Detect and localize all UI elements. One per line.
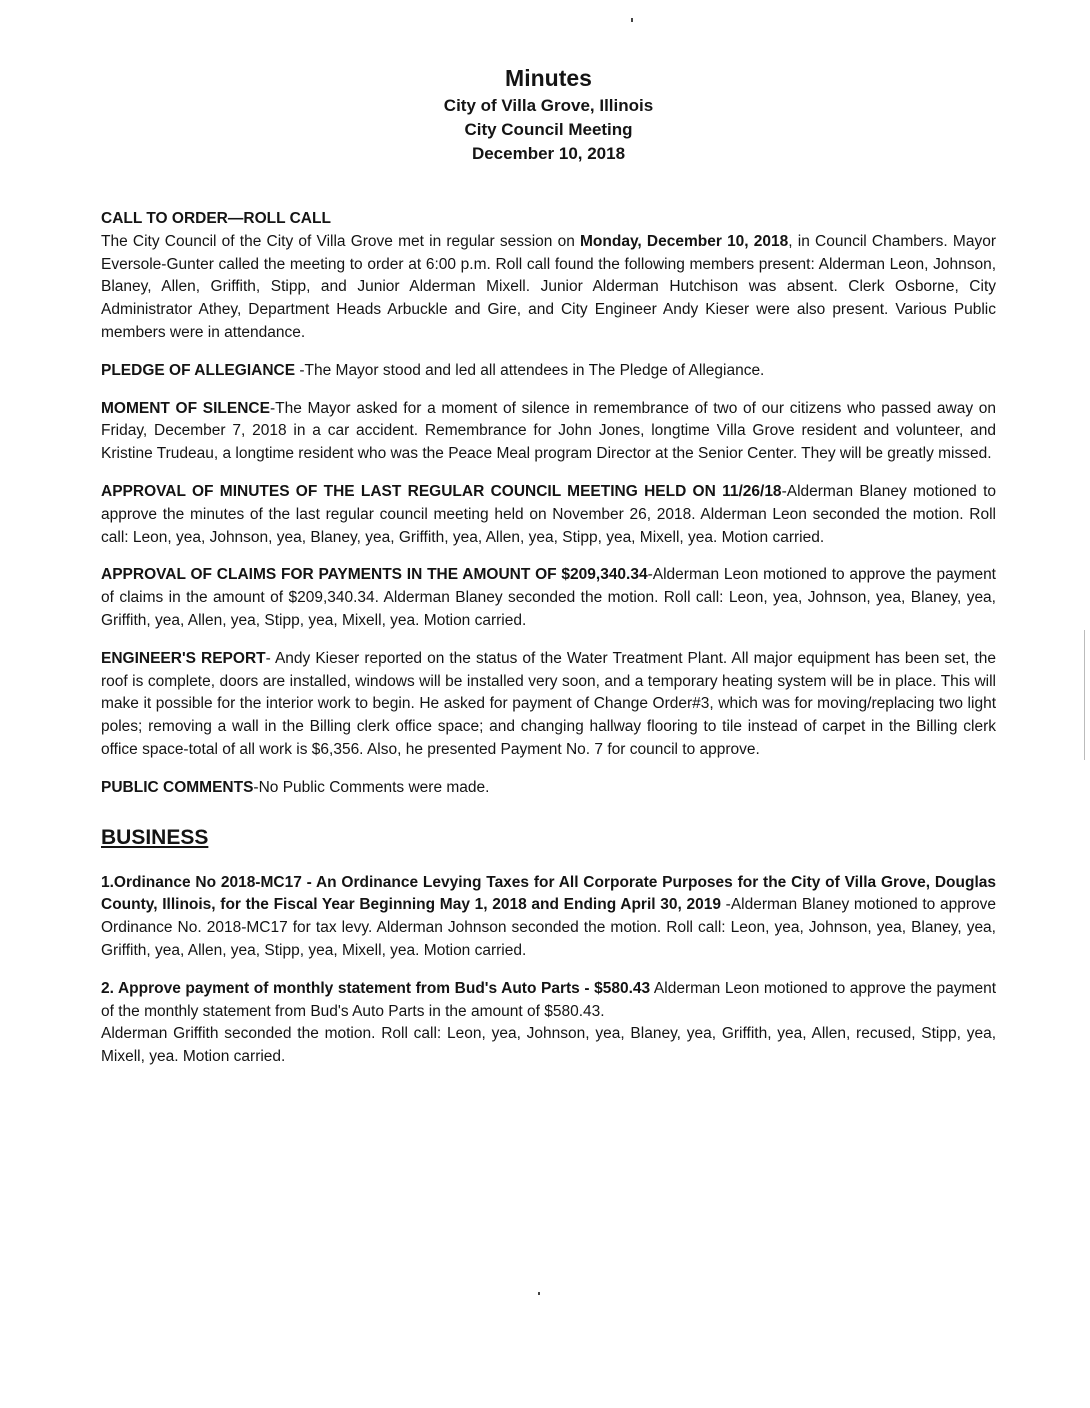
business-item-2-heading: 2. Approve payment of monthly statement from Bud's Auto Parts - $580.43	[101, 979, 651, 997]
call-to-order-text	[101, 231, 996, 345]
engineer-text: - Andy Kieser reported on the status of the Water Treatment Plant. All major equipment has been set, the roof is complete, doors are installed, windows will be installed very soon, and a temporary heating system will be in place. This will make it possible for the interior work to begin. He asked for payment of Change Order#3, which was for moving/replacing two light poles; removing a wall in the Billing clerk office space; and changing hallway flooring to tile instead of carpet in the Billing clerk office space-total of all work is $6,356. Also, he presented Payment No. 7 for council to approve.	[101, 649, 996, 758]
business-item-2	[101, 978, 996, 1024]
minutes-approval-text: -Alderman Blaney motioned to approve the minutes of the last regular council meeting held on November 26, 2018. Alderman Leon seconded the motion. Roll call: Leon, yea, Johnson, yea, Blaney, yea, Griffith, yea, Allen, yea, Stipp, yea, Mixell, yea. Motion carried.	[101, 482, 996, 546]
meeting-name: City Council Meeting	[464, 120, 633, 139]
city-name: City of Villa Grove, Illinois	[443, 96, 654, 115]
document-page	[101, 62, 996, 1069]
silence-text: -The Mayor asked for a moment of silence in remembrance of two of our citizens who passed away on Friday, December 7, 2018 in a car accident. Remembrance for John Jones, longtime Villa Grove resident and volunteer, and Kristine Trudeau, a longtime resident who was the Peace Meal program Director at the Senior Center. They will be greatly missed.	[101, 399, 996, 463]
engineer-paragraph	[101, 648, 996, 762]
scan-speck	[538, 1292, 540, 1295]
silence-heading: MOMENT OF SILENCE	[101, 399, 270, 417]
claims-paragraph	[101, 564, 996, 632]
public-comments-heading: PUBLIC COMMENTS	[101, 778, 254, 796]
call-to-order-text-a: The City Council of the City of Villa Grove met in regular session on	[101, 232, 581, 250]
claims-text: -Alderman Leon motioned to approve the payment of claims in the amount of $209,340.34. Alderman Blaney seconded the motion. Roll call: Leon, yea, Johnson, yea, Blaney, yea, Griffith, yea, Allen, yea, Stipp, yea, Mixell, yea. Motion carried.	[101, 566, 996, 629]
section-minutes-approval	[101, 481, 996, 549]
section-business	[101, 826, 996, 1069]
scan-edge-mark	[1084, 630, 1085, 760]
minutes-approval-paragraph	[101, 481, 996, 549]
public-comments-text: -No Public Comments were made.	[253, 778, 490, 796]
engineer-heading: ENGINEER'S REPORT	[101, 649, 266, 667]
business-heading: BUSINESS	[101, 825, 209, 849]
business-item-2-text: Alderman Leon motioned to approve the payment of the monthly statement from Bud's Auto Parts in the amount of $580.43.	[101, 979, 997, 1020]
business-item-1-text: -Alderman Blaney motioned to approve Ordinance No. 2018-MC17 for tax levy. Alderman Johnson seconded the motion. Roll call: Leon, yea, Johnson, yea, Blaney, yea, Griffith, yea, Allen, yea, Stipp, yea, Mixell, yea. Motion carried.	[101, 896, 996, 959]
meeting-date: December 10, 2018	[471, 144, 626, 163]
pledge-text: -The Mayor stood and led all attendees in The Pledge of Allegiance.	[295, 361, 765, 379]
section-silence	[101, 398, 996, 466]
minutes-approval-heading: APPROVAL OF MINUTES OF THE LAST REGULAR COUNCIL MEETING HELD ON 11/26/18	[101, 482, 782, 500]
pledge-paragraph	[101, 360, 996, 383]
claims-heading: APPROVAL OF CLAIMS FOR PAYMENTS IN THE AMOUNT OF $209,340.34	[101, 566, 648, 584]
call-to-order-text-b: , in Council Chambers. Mayor Eversole-Gunter called the meeting to order at 6:00 p.m. Roll call found the following members present: Alderman Leon, Johnson, Blaney, Allen, Griffith, Stipp, and Junior Alderman Mixell. Junior Alderman Hutchison was absent. Clerk Osborne, City Administrator Athey, Department Heads Arbuckle and Gire, and City Engineer Andy Kieser were also present. Various Public members were in attendance.	[101, 232, 996, 341]
meeting-date-bold: Monday, December 10, 2018	[580, 232, 789, 250]
pledge-heading: PLEDGE OF ALLEGIANCE	[101, 361, 296, 379]
business-item-2-continued: Alderman Griffith seconded the motion. Roll call: Leon, yea, Johnson, yea, Blaney, yea, Griffith, yea, Allen, recused, Stipp, yea, Mixell, yea. Motion carried.	[101, 1025, 996, 1066]
section-claims	[101, 564, 996, 632]
section-public-comments	[101, 777, 996, 800]
silence-paragraph	[101, 398, 996, 466]
section-engineer	[101, 648, 996, 762]
section-call-to-order	[101, 208, 996, 345]
public-comments-paragraph	[101, 777, 996, 800]
business-item-1-heading: 1.Ordinance No 2018-MC17 - An Ordinance Levying Taxes for All Corporate Purposes for the City of Villa Grove, Douglas County, Illinois, for the Fiscal Year Beginning May 1, 2018 and Ending April 30, 2019	[101, 873, 996, 914]
scan-speck	[631, 18, 633, 22]
call-to-order-heading: CALL TO ORDER—ROLL CALL	[101, 210, 331, 227]
document-header	[101, 62, 996, 166]
document-title: Minutes	[505, 65, 592, 91]
section-pledge	[101, 360, 996, 383]
business-item-1	[101, 872, 996, 963]
